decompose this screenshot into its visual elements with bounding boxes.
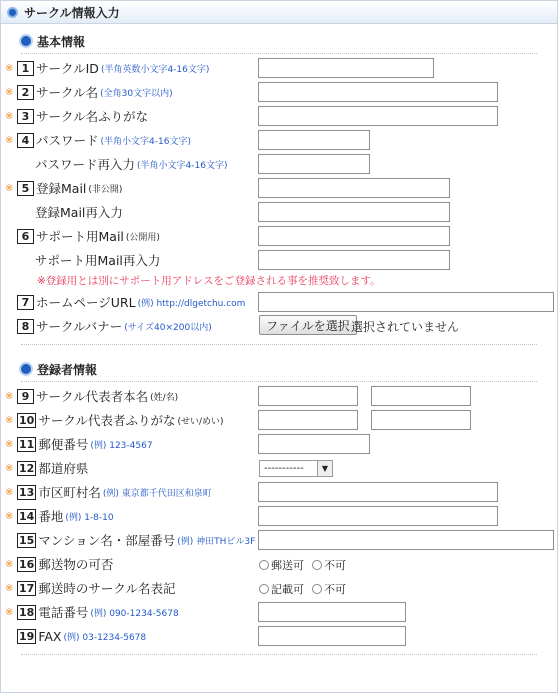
chevron-down-icon: ▼: [317, 461, 332, 476]
row-building: [1, 528, 557, 552]
prefecture-select[interactable]: [259, 460, 333, 477]
field-number: 9: [17, 389, 34, 404]
register-mail-confirm-input[interactable]: [258, 202, 450, 222]
row-homepage-url: [1, 290, 557, 314]
section-bullet-icon: [21, 36, 31, 46]
field-number: 5: [17, 181, 34, 196]
required-mark: ※: [5, 87, 14, 98]
name-on-mail-radio-group: [259, 581, 354, 597]
field-number: 13: [19, 485, 35, 499]
first-name-input[interactable]: [371, 386, 471, 406]
row-circle-name: [1, 80, 557, 104]
row-circle-id: [1, 56, 557, 80]
field-number: 4: [17, 133, 34, 148]
field-label: 郵送時のサークル名表記: [38, 581, 176, 596]
option-label: 郵送可: [271, 559, 304, 572]
row-prefecture: [1, 456, 557, 480]
field-number: 10: [19, 413, 35, 427]
mail-allowed-radio-group: [259, 557, 354, 573]
field-label: ホームページURL: [36, 295, 136, 310]
password-confirm-input[interactable]: [258, 154, 370, 174]
field-label: 登録Mail: [36, 181, 87, 196]
field-hint: (例) 神田THビル3F: [177, 536, 256, 547]
field-label: 登録Mail再入力: [35, 205, 123, 220]
field-label: 郵便番号: [38, 437, 89, 452]
mail-not-allowed-option[interactable]: [312, 557, 346, 573]
required-mark: ※: [5, 439, 14, 450]
field-number: 19: [19, 629, 35, 643]
name-not-allowed-option[interactable]: [312, 581, 346, 597]
field-label: パスワード: [36, 133, 99, 148]
required-mark: ※: [5, 111, 14, 122]
row-city: [1, 480, 557, 504]
required-mark: ※: [5, 391, 14, 402]
row-fax: [1, 624, 557, 648]
field-number: 17: [19, 581, 35, 595]
field-hint: (例) 090-1234-5678: [90, 608, 179, 619]
fax-input[interactable]: [258, 626, 406, 646]
field-number: 3: [17, 109, 34, 124]
row-name-on-mail: [1, 576, 557, 600]
field-hint: (非公開): [88, 184, 123, 195]
required-mark: ※: [5, 415, 14, 426]
support-mail-note: ※登録用とは別にサポート用アドレスをご登録される事を推奨致します。: [37, 275, 381, 287]
option-label: 不可: [324, 559, 346, 572]
register-mail-input[interactable]: [258, 178, 450, 198]
required-mark: ※: [5, 559, 14, 570]
row-street: [1, 504, 557, 528]
required-mark: ※: [5, 583, 14, 594]
section-bullet-icon: [21, 364, 31, 374]
field-hint: (せい/めい): [177, 416, 224, 427]
form-title: サークル情報入力: [24, 5, 120, 20]
field-hint: (例) 東京都千代田区和泉町: [102, 488, 212, 499]
field-label: パスワード再入力: [35, 157, 136, 172]
field-label: サークル名ふりがな: [36, 109, 149, 124]
field-number: 2: [17, 85, 34, 100]
field-number: 12: [19, 461, 35, 475]
required-mark: ※: [5, 511, 14, 522]
required-mark: ※: [5, 607, 14, 618]
city-input[interactable]: [258, 482, 498, 502]
row-support-mail-confirm: [1, 248, 557, 272]
field-number: 14: [19, 509, 35, 523]
prefecture-selected-value: -----------: [264, 463, 304, 474]
field-number: 6: [17, 229, 34, 244]
building-input[interactable]: [258, 530, 554, 550]
divider: [21, 654, 537, 655]
section-title: 基本情報: [37, 34, 86, 49]
field-hint: (公開用): [125, 232, 160, 243]
section-registrant-info: [1, 359, 557, 379]
support-mail-input[interactable]: [258, 226, 450, 246]
last-name-kana-input[interactable]: [258, 410, 358, 430]
field-label: サポート用Mail再入力: [35, 253, 161, 268]
radio-icon: [312, 560, 322, 570]
field-hint: (半角英数小文字4-16文字): [100, 64, 210, 75]
divider: [21, 381, 537, 382]
field-label: サークルバナー: [36, 319, 123, 334]
option-label: 記載可: [271, 583, 304, 596]
required-mark: ※: [5, 463, 14, 474]
field-number: 16: [19, 557, 35, 571]
field-number: 8: [17, 319, 34, 334]
required-mark: ※: [5, 135, 14, 146]
required-mark: ※: [5, 183, 14, 194]
last-name-input[interactable]: [258, 386, 358, 406]
divider: [21, 344, 537, 345]
field-number: 1: [17, 61, 34, 76]
radio-icon: [259, 584, 269, 594]
phone-input[interactable]: [258, 602, 406, 622]
street-input[interactable]: [258, 506, 498, 526]
field-label: サークル名: [36, 85, 99, 100]
header-bullet-icon: [7, 7, 18, 18]
field-label: サークル代表者ふりがな: [38, 413, 176, 428]
field-label: 番地: [38, 509, 64, 524]
field-label: サポート用Mail: [36, 229, 124, 244]
field-hint: (例) 1-8-10: [65, 512, 114, 523]
field-hint: (例) http://dlgetchu.com: [137, 298, 246, 309]
mail-allowed-option[interactable]: [259, 557, 304, 573]
field-hint: (半角小文字4-16文字): [100, 136, 191, 147]
name-allowed-option[interactable]: [259, 581, 304, 597]
field-number: 18: [19, 605, 35, 619]
field-number: 15: [19, 533, 35, 547]
row-phone: [1, 600, 557, 624]
first-name-kana-input[interactable]: [371, 410, 471, 430]
support-mail-confirm-input[interactable]: [258, 250, 450, 270]
row-postal-code: [1, 432, 557, 456]
row-note: [1, 272, 557, 290]
required-mark: ※: [5, 487, 14, 498]
field-label: サークル代表者本名: [36, 389, 149, 404]
required-mark: ※: [5, 63, 14, 74]
section-title: 登録者情報: [37, 362, 98, 377]
form-header: [1, 1, 557, 24]
field-hint: (例) 123-4567: [90, 440, 153, 451]
field-number: 7: [17, 295, 34, 310]
field-hint: (サイズ40×200以内): [124, 322, 212, 333]
password-input[interactable]: [258, 130, 370, 150]
row-representative-name: [1, 384, 557, 408]
radio-icon: [259, 560, 269, 570]
field-hint: (姓/名): [150, 392, 179, 403]
field-label: マンション名・部屋番号: [38, 533, 176, 548]
field-hint: (例) 03-1234-5678: [63, 632, 147, 643]
field-label: FAX: [38, 628, 62, 644]
option-label: 不可: [324, 583, 346, 596]
section-basic-info: [1, 31, 557, 51]
radio-icon: [312, 584, 322, 594]
choose-file-button[interactable]: ファイルを選択: [259, 315, 357, 335]
field-label: 電話番号: [38, 605, 89, 620]
postal-code-input[interactable]: [258, 434, 370, 454]
circle-id-input[interactable]: [258, 58, 434, 78]
row-circle-banner: [1, 314, 557, 338]
row-representative-kana: [1, 408, 557, 432]
row-circle-name-kana: [1, 104, 557, 128]
circle-name-input[interactable]: [258, 82, 498, 102]
field-label: 市区町村名: [38, 485, 101, 500]
circle-name-kana-input[interactable]: [258, 106, 498, 126]
row-support-mail: [1, 224, 557, 248]
field-hint: (半角小文字4-16文字): [137, 160, 228, 171]
row-register-mail: [1, 176, 557, 200]
field-number: 11: [19, 437, 35, 451]
row-mail-allowed: [1, 552, 557, 576]
row-password: [1, 128, 557, 152]
homepage-url-input[interactable]: [258, 292, 554, 312]
divider: [21, 53, 537, 54]
field-label: 郵送物の可否: [38, 557, 114, 572]
field-label: 都道府県: [38, 461, 89, 476]
row-register-mail-confirm: [1, 200, 557, 224]
file-status: 選択されていません: [351, 320, 460, 334]
field-label: サークルID: [36, 61, 99, 76]
field-hint: (全角30文字以内): [100, 88, 173, 99]
row-password-confirm: [1, 152, 557, 176]
